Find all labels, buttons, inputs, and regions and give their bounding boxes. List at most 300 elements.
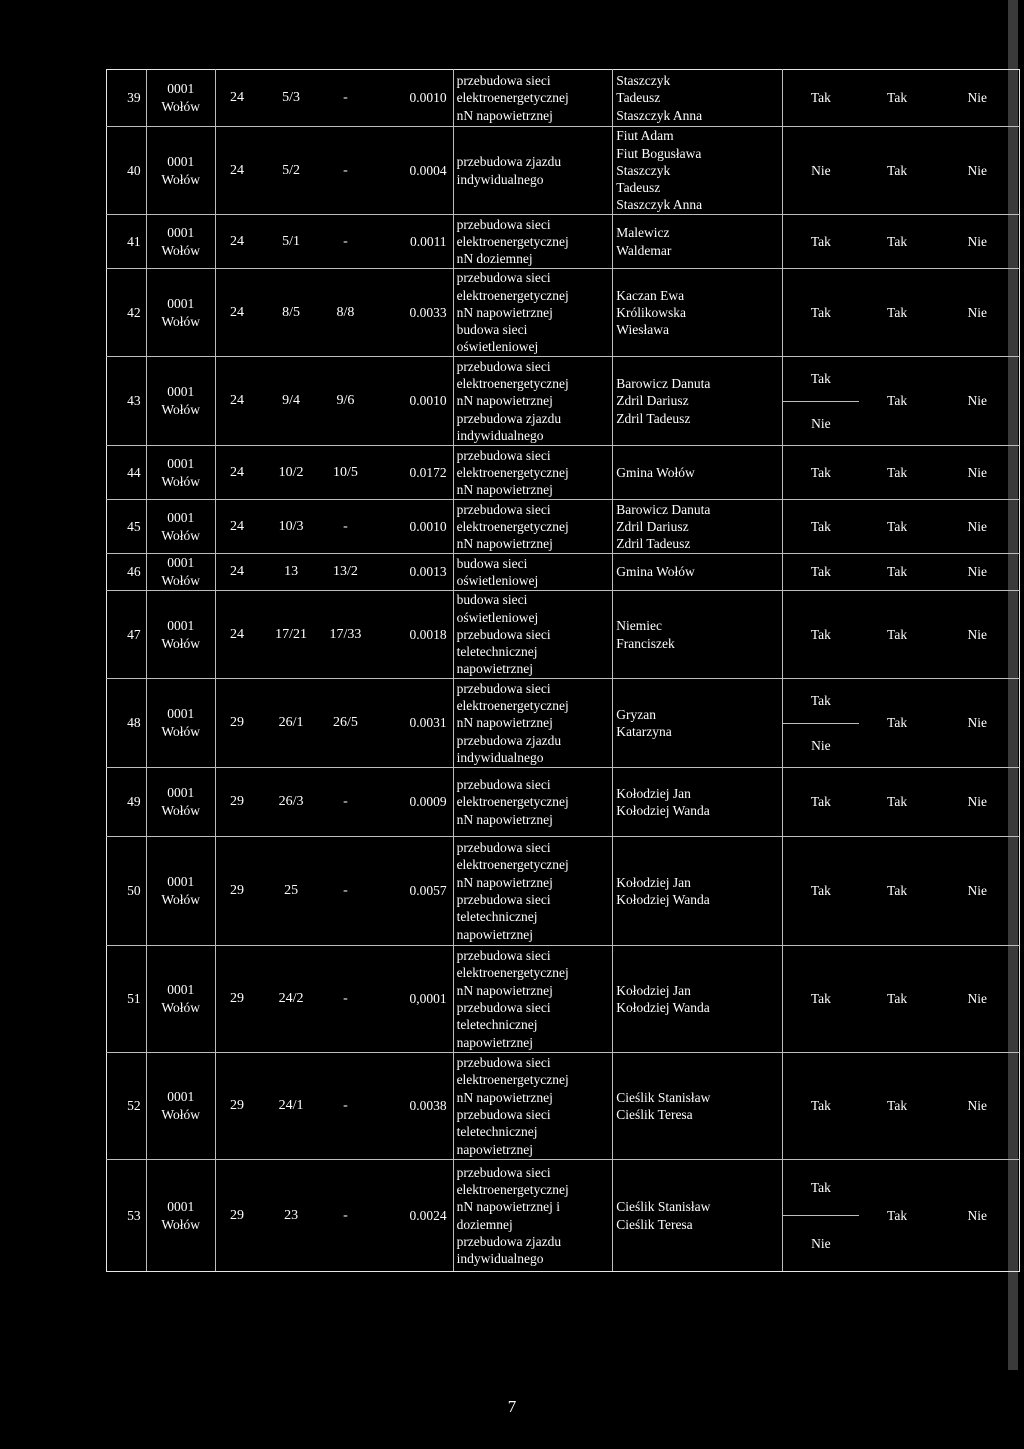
flag-1: Tak: [783, 768, 859, 837]
sheet-number: 24: [215, 269, 258, 357]
flag-3: Nie: [936, 837, 1020, 946]
flag-2: Tak: [859, 1053, 936, 1160]
area-value: 0.0172: [367, 446, 453, 500]
purpose-line: nN napowietrznej i: [456, 1199, 561, 1215]
precinct-name: Wołów: [161, 1000, 201, 1015]
flag-1: Tak: [783, 446, 859, 500]
sheet-number: 24: [215, 500, 258, 554]
purpose-line: nN napowietrznej: [456, 536, 553, 552]
owner-line: Kołodziej Wanda: [616, 1000, 710, 1015]
purpose-line: przebudowa sieci: [456, 216, 551, 232]
owner-cell: [613, 269, 783, 357]
precinct-number: 0001: [167, 81, 195, 96]
purpose-line: napowietrznej: [456, 1141, 534, 1157]
purpose-cell: [453, 215, 613, 269]
purpose-line: teletechnicznej: [456, 909, 538, 925]
plot-after: -: [324, 768, 367, 837]
owner-cell: [613, 679, 783, 768]
owner-line: Barowicz Danuta: [616, 501, 711, 517]
purpose-line: przebudowa sieci: [456, 73, 551, 89]
flag-2: Tak: [859, 591, 936, 679]
flag-2: Tak: [859, 946, 936, 1053]
row-number: 43: [107, 357, 147, 446]
owner-cell: [613, 837, 783, 946]
owner-line: Gmina Wołów: [616, 564, 695, 580]
purpose-line: nN napowietrznej: [456, 1089, 553, 1105]
flag-1: Tak: [783, 500, 859, 554]
sheet-number: 24: [215, 446, 258, 500]
precinct-name: Wołów: [161, 573, 201, 588]
flag-1: Tak: [783, 269, 859, 357]
purpose-line: elektroenergetycznej: [456, 376, 569, 392]
plot-after: -: [324, 1053, 367, 1160]
flag-1: [783, 1160, 859, 1272]
flag-3: Nie: [936, 500, 1020, 554]
purpose-line: nN napowietrznej: [456, 107, 553, 123]
purpose-cell: [453, 70, 613, 127]
table-row: [107, 127, 1020, 215]
table-row: [107, 591, 1020, 679]
purpose-line: elektroenergetycznej: [456, 90, 569, 106]
plot-before: 26/3: [258, 768, 324, 837]
sheet-number: 24: [215, 215, 258, 269]
precinct-cell: [146, 1160, 215, 1272]
plots-table: [106, 69, 1020, 1272]
precinct-number: 0001: [167, 455, 195, 471]
purpose-cell: [453, 679, 613, 768]
precinct-cell: [146, 679, 215, 768]
purpose-line: przebudowa sieci: [456, 501, 551, 517]
flag-3: Nie: [936, 679, 1020, 768]
purpose-line: indywidualnego: [456, 427, 544, 443]
flag-1-lower: Nie: [783, 1215, 858, 1271]
plot-before: 10/3: [258, 500, 324, 554]
plot-after: -: [324, 127, 367, 215]
flag-2: Tak: [859, 500, 936, 554]
table-row: [107, 70, 1020, 127]
flag-1: Tak: [783, 70, 859, 127]
purpose-line: budowa sieci: [456, 322, 528, 338]
precinct-cell: [146, 1053, 215, 1160]
flag-2: Tak: [859, 269, 936, 357]
precinct-number: 0001: [167, 982, 195, 997]
flag-3: Nie: [936, 70, 1020, 127]
owner-line: Zdril Dariusz: [616, 393, 689, 409]
owner-cell: [613, 446, 783, 500]
owner-line: Staszczyk: [616, 73, 671, 89]
purpose-line: nN napowietrznej: [456, 874, 553, 890]
purpose-line: przebudowa sieci: [456, 680, 551, 696]
purpose-line: oświetleniowej: [456, 339, 539, 355]
purpose-line: elektroenergetycznej: [456, 857, 569, 873]
owner-line: Franciszek: [616, 635, 675, 651]
flag-2: Tak: [859, 215, 936, 269]
owner-line: Gmina Wołów: [616, 464, 695, 480]
purpose-line: przebudowa sieci: [456, 1164, 551, 1180]
flag-1-upper: Tak: [810, 1179, 831, 1195]
precinct-name: Wołów: [161, 1216, 201, 1232]
table-row: [107, 768, 1020, 837]
sheet-number: 29: [215, 1053, 258, 1160]
precinct-name: Wołów: [161, 892, 201, 907]
plot-after: -: [324, 837, 367, 946]
owner-line: Zdril Tadeusz: [616, 536, 691, 552]
precinct-number: 0001: [167, 224, 195, 240]
precinct-number: 0001: [167, 295, 195, 311]
owner-line: Fiut Adam: [616, 128, 674, 144]
table-row: [107, 357, 1020, 446]
plot-after: -: [324, 946, 367, 1053]
sheet-number: 24: [215, 554, 258, 591]
plot-before: 23: [258, 1160, 324, 1272]
row-number: 48: [107, 679, 147, 768]
owner-cell: [613, 500, 783, 554]
purpose-line: oświetleniowej: [456, 573, 539, 588]
owner-cell: [613, 127, 783, 215]
row-number: 47: [107, 591, 147, 679]
purpose-line: elektroenergetycznej: [456, 1072, 569, 1088]
owner-line: Kaczan Ewa: [616, 287, 685, 303]
owner-line: Katarzyna: [616, 724, 672, 739]
plot-after: 17/33: [324, 591, 367, 679]
purpose-cell: [453, 127, 613, 215]
owner-line: Malewicz: [616, 225, 670, 241]
row-number: 51: [107, 946, 147, 1053]
purpose-line: indywidualnego: [456, 1251, 544, 1267]
owner-line: Fiut Bogusława: [616, 145, 702, 161]
flag-1: Tak: [783, 837, 859, 946]
purpose-cell: [453, 269, 613, 357]
owner-line: Tadeusz: [616, 180, 661, 196]
owner-line: Kołodziej Wanda: [616, 892, 710, 907]
row-number: 49: [107, 768, 147, 837]
purpose-line: przebudowa sieci: [456, 892, 551, 907]
precinct-name: Wołów: [161, 803, 201, 818]
flag-3: Nie: [936, 1053, 1020, 1160]
owner-line: Kołodziej Wanda: [616, 803, 710, 818]
owner-line: Waldemar: [616, 242, 672, 258]
owner-line: Gryzan: [616, 706, 656, 722]
page-number: 7: [507, 1397, 517, 1416]
purpose-line: doziemnej: [456, 1216, 513, 1232]
area-value: 0.0033: [367, 269, 453, 357]
row-number: 53: [107, 1160, 147, 1272]
precinct-number: 0001: [167, 706, 195, 721]
flag-2: Tak: [859, 446, 936, 500]
purpose-line: przebudowa zjazdu: [456, 154, 562, 170]
flag-3: Nie: [936, 446, 1020, 500]
precinct-cell: [146, 946, 215, 1053]
purpose-line: przebudowa zjazdu: [456, 1233, 562, 1249]
purpose-line: elektroenergetycznej: [456, 698, 569, 714]
precinct-number: 0001: [167, 617, 195, 633]
owner-line: Cieślik Teresa: [616, 1107, 693, 1122]
purpose-cell: [453, 837, 613, 946]
area-value: 0.0057: [367, 837, 453, 946]
row-number: 41: [107, 215, 147, 269]
precinct-name: Wołów: [161, 313, 201, 329]
flag-3: Nie: [936, 269, 1020, 357]
table-body: [107, 70, 1020, 1272]
purpose-line: nN napowietrznej: [456, 393, 553, 409]
owner-line: Staszczyk: [616, 162, 671, 178]
precinct-cell: [146, 837, 215, 946]
precinct-cell: [146, 127, 215, 215]
purpose-line: nN napowietrznej: [456, 982, 553, 998]
precinct-cell: [146, 357, 215, 446]
plot-before: 24/2: [258, 946, 324, 1053]
precinct-cell: [146, 500, 215, 554]
precinct-number: 0001: [167, 874, 195, 889]
owner-cell: [613, 357, 783, 446]
purpose-line: przebudowa sieci: [456, 1107, 551, 1122]
plot-before: 24/1: [258, 1053, 324, 1160]
table-row: [107, 1053, 1020, 1160]
purpose-line: indywidualnego: [456, 171, 544, 187]
purpose-line: przebudowa zjazdu: [456, 410, 562, 426]
purpose-line: napowietrznej: [456, 926, 534, 942]
plot-before: 5/3: [258, 70, 324, 127]
owner-line: Tadeusz: [616, 90, 661, 106]
purpose-cell: [453, 1160, 613, 1272]
flag-3: Nie: [936, 127, 1020, 215]
owner-cell: [613, 946, 783, 1053]
plot-after: -: [324, 70, 367, 127]
area-value: 0.0010: [367, 70, 453, 127]
purpose-line: oświetleniowej: [456, 609, 539, 625]
table-row: [107, 679, 1020, 768]
plot-before: 5/1: [258, 215, 324, 269]
purpose-line: przebudowa zjazdu: [456, 732, 562, 748]
purpose-line: elektroenergetycznej: [456, 965, 569, 981]
plot-after: 9/6: [324, 357, 367, 446]
precinct-name: Wołów: [161, 171, 201, 187]
owner-line: Kołodziej Jan: [616, 874, 691, 890]
flag-1: Tak: [783, 215, 859, 269]
plot-after: 26/5: [324, 679, 367, 768]
purpose-line: budowa sieci: [456, 592, 528, 608]
table-row: [107, 837, 1020, 946]
table-row: [107, 215, 1020, 269]
purpose-line: przebudowa sieci: [456, 1000, 551, 1015]
purpose-line: przebudowa sieci: [456, 358, 551, 374]
flag-3: Nie: [936, 554, 1020, 591]
owner-cell: [613, 1053, 783, 1160]
purpose-cell: [453, 554, 613, 591]
flag-3: Nie: [936, 357, 1020, 446]
owner-cell: [613, 215, 783, 269]
row-number: 45: [107, 500, 147, 554]
purpose-line: przebudowa sieci: [456, 777, 551, 793]
precinct-cell: [146, 554, 215, 591]
purpose-cell: [453, 591, 613, 679]
owner-line: Cieślik Stanisław: [616, 1199, 711, 1215]
precinct-number: 0001: [167, 785, 195, 800]
purpose-line: indywidualnego: [456, 749, 544, 765]
area-value: 0.0024: [367, 1160, 453, 1272]
row-number: 40: [107, 127, 147, 215]
purpose-line: przebudowa sieci: [456, 948, 551, 964]
owner-line: Wiesława: [616, 322, 669, 338]
area-value: 0,0001: [367, 946, 453, 1053]
plot-after: 13/2: [324, 554, 367, 591]
flag-3: Nie: [936, 768, 1020, 837]
purpose-cell: [453, 500, 613, 554]
owner-cell: [613, 70, 783, 127]
area-value: 0.0010: [367, 357, 453, 446]
precinct-number: 0001: [167, 153, 195, 169]
row-number: 46: [107, 554, 147, 591]
plot-after: 10/5: [324, 446, 367, 500]
table-row: [107, 946, 1020, 1053]
area-value: 0.0018: [367, 591, 453, 679]
purpose-cell: [453, 357, 613, 446]
area-value: 0.0031: [367, 679, 453, 768]
owner-line: Staszczyk Anna: [616, 107, 703, 123]
row-number: 50: [107, 837, 147, 946]
flag-1: Tak: [783, 554, 859, 591]
precinct-name: Wołów: [161, 402, 201, 417]
sheet-number: 24: [215, 127, 258, 215]
flag-1-lower: Nie: [783, 401, 858, 446]
table-row: [107, 269, 1020, 357]
precinct-cell: [146, 591, 215, 679]
flag-3: Nie: [936, 591, 1020, 679]
owner-line: Zdril Dariusz: [616, 518, 689, 534]
flag-1: Tak: [783, 1053, 859, 1160]
flag-1-upper: Tak: [810, 693, 831, 709]
precinct-name: Wołów: [161, 99, 201, 114]
owner-line: Zdril Tadeusz: [616, 410, 691, 426]
area-value: 0.0038: [367, 1053, 453, 1160]
purpose-line: przebudowa sieci: [456, 1055, 551, 1071]
purpose-line: nN doziemnej: [456, 251, 533, 267]
precinct-name: Wołów: [161, 724, 201, 739]
owner-line: Staszczyk Anna: [616, 197, 703, 213]
row-number: 39: [107, 70, 147, 127]
plot-before: 13: [258, 554, 324, 591]
table-row: [107, 1160, 1020, 1272]
owner-line: Cieślik Stanisław: [616, 1089, 711, 1105]
flag-3: Nie: [936, 215, 1020, 269]
sheet-number: 29: [215, 946, 258, 1053]
purpose-line: nN napowietrznej: [456, 482, 553, 498]
flag-2: Tak: [859, 1160, 936, 1272]
precinct-name: Wołów: [161, 635, 201, 651]
owner-cell: [613, 768, 783, 837]
plot-before: 5/2: [258, 127, 324, 215]
precinct-name: Wołów: [161, 242, 201, 258]
table-row: [107, 500, 1020, 554]
precinct-number: 0001: [167, 384, 195, 399]
precinct-number: 0001: [167, 509, 195, 525]
owner-line: Królikowska: [616, 304, 687, 320]
precinct-cell: [146, 768, 215, 837]
flag-1: Nie: [783, 127, 859, 215]
precinct-number: 0001: [167, 1198, 195, 1214]
plot-after: -: [324, 215, 367, 269]
purpose-line: przebudowa sieci: [456, 626, 551, 642]
precinct-name: Wołów: [161, 1107, 201, 1122]
purpose-line: teletechnicznej: [456, 1017, 538, 1033]
area-value: 0.0010: [367, 500, 453, 554]
purpose-line: nN napowietrznej: [456, 811, 553, 827]
owner-line: Barowicz Danuta: [616, 376, 711, 392]
flag-1: Tak: [783, 591, 859, 679]
precinct-cell: [146, 446, 215, 500]
area-value: 0.0009: [367, 768, 453, 837]
flag-2: Tak: [859, 70, 936, 127]
purpose-line: przebudowa sieci: [456, 270, 551, 286]
flag-1-lower: Nie: [783, 723, 858, 768]
sheet-number: 29: [215, 837, 258, 946]
sheet-number: 29: [215, 1160, 258, 1272]
purpose-line: elektroenergetycznej: [456, 287, 569, 303]
flag-2: Tak: [859, 127, 936, 215]
plot-after: -: [324, 1160, 367, 1272]
purpose-cell: [453, 446, 613, 500]
plot-after: -: [324, 500, 367, 554]
row-number: 52: [107, 1053, 147, 1160]
plot-before: 26/1: [258, 679, 324, 768]
table-row: [107, 446, 1020, 500]
purpose-line: napowietrznej: [456, 1034, 534, 1050]
precinct-cell: [146, 70, 215, 127]
precinct-number: 0001: [167, 1089, 195, 1104]
flag-2: Tak: [859, 768, 936, 837]
purpose-line: napowietrznej: [456, 661, 534, 677]
owner-line: Niemiec: [616, 618, 662, 634]
purpose-line: nN napowietrznej: [456, 304, 553, 320]
sheet-number: 24: [215, 591, 258, 679]
sheet-number: 24: [215, 70, 258, 127]
precinct-cell: [146, 269, 215, 357]
sheet-number: 29: [215, 768, 258, 837]
plot-before: 8/5: [258, 269, 324, 357]
plot-before: 17/21: [258, 591, 324, 679]
table-row: [107, 554, 1020, 591]
flag-2: Tak: [859, 357, 936, 446]
plot-before: 25: [258, 837, 324, 946]
owner-cell: [613, 591, 783, 679]
purpose-line: przebudowa sieci: [456, 840, 551, 856]
plot-after: 8/8: [324, 269, 367, 357]
owner-line: Cieślik Teresa: [616, 1216, 693, 1232]
flag-1: Tak: [783, 946, 859, 1053]
row-number: 44: [107, 446, 147, 500]
owner-line: Kołodziej Jan: [616, 785, 691, 801]
flag-1: [783, 679, 859, 768]
flag-3: Nie: [936, 1160, 1020, 1272]
purpose-line: teletechnicznej: [456, 644, 538, 660]
purpose-line: elektroenergetycznej: [456, 518, 569, 534]
precinct-name: Wołów: [161, 527, 201, 543]
flag-1: [783, 357, 859, 446]
precinct-name: Wołów: [161, 473, 201, 489]
area-value: 0.0011: [367, 215, 453, 269]
purpose-line: przebudowa sieci: [456, 447, 551, 463]
plot-before: 10/2: [258, 446, 324, 500]
flag-2: Tak: [859, 679, 936, 768]
owner-cell: [613, 554, 783, 591]
purpose-cell: [453, 1053, 613, 1160]
purpose-line: elektroenergetycznej: [456, 1181, 569, 1197]
purpose-line: elektroenergetycznej: [456, 794, 569, 810]
purpose-cell: [453, 946, 613, 1053]
sheet-number: 24: [215, 357, 258, 446]
purpose-cell: [453, 768, 613, 837]
flag-1-upper: Tak: [810, 371, 831, 387]
